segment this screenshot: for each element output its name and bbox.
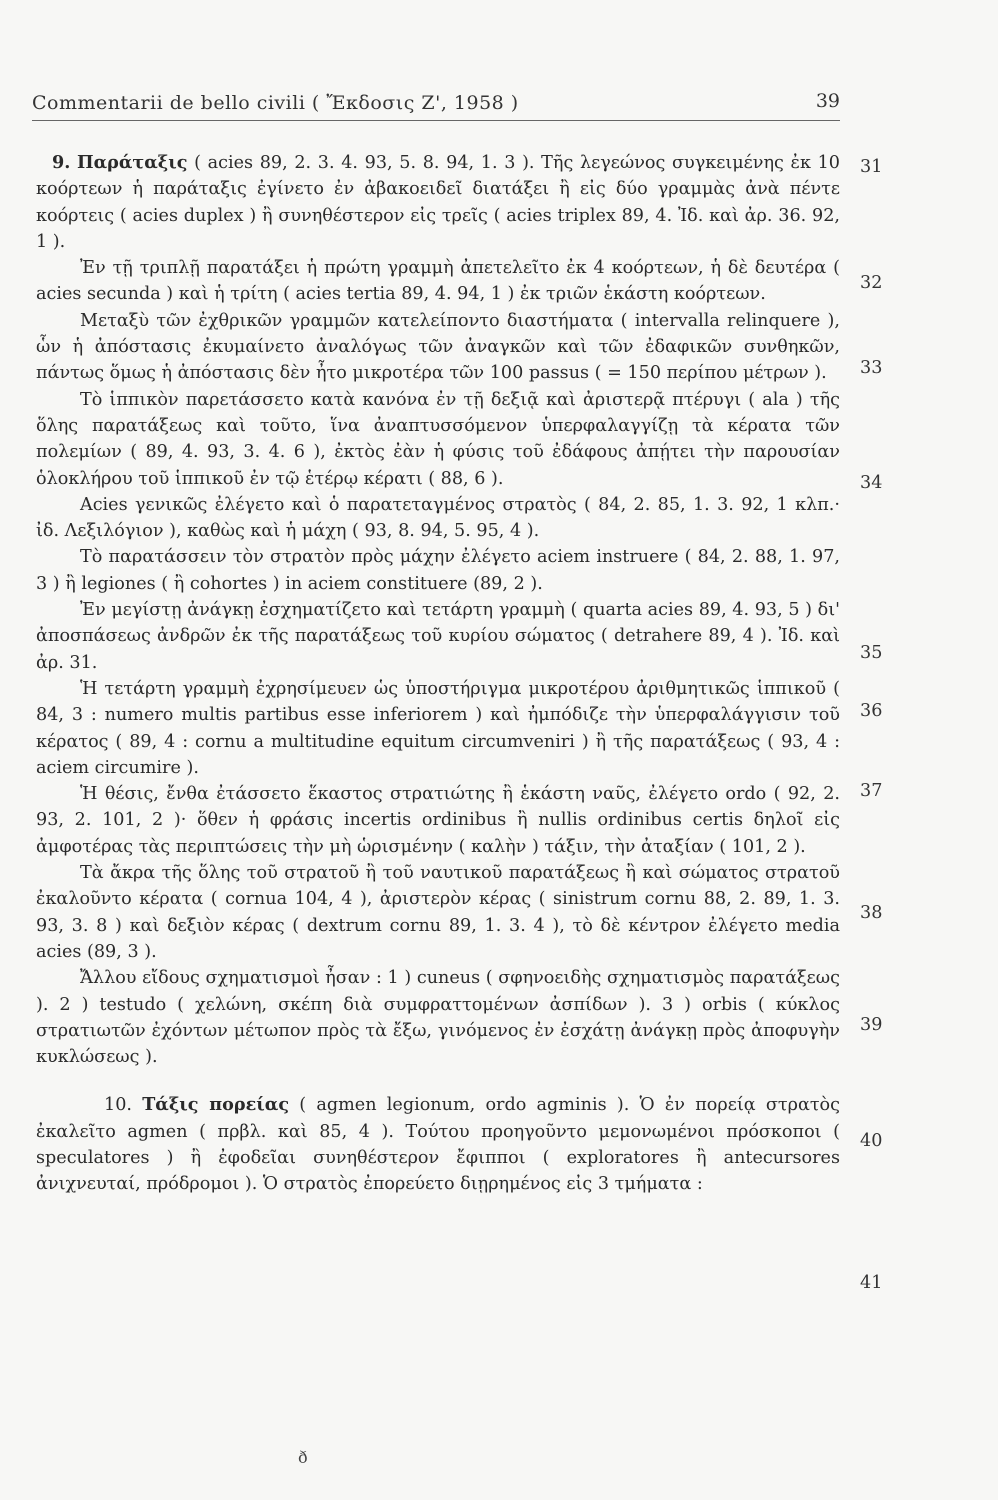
paragraph-35: Τὸ παρατάσσειν τὸν στρατὸν πρὸς μάχην ἐλέγετο aciem instruere ( 84, 2. 88, 1. 97, 3 ) ἢ legiones ( ἢ cohortes ) in aciem constituere (89, 2 ). xyxy=(36,547,840,594)
paragraph-text: ( acies 89, 2. 3. 4. 93, 5. 8. 94, 1. 3 ). Τῆς λεγεώνος συγκειμένης ἐκ 10 κοόρτεων ἡ παράταξις ἐγίνετο ἐν ἀβακοειδεῖ διατάξει ἢ εἰς δύο γραμμὰς ἀνὰ πέντε κοόρτεις ( acies duplex ) ἢ συνηθέστερον εἰς τρεῖς ( acies triplex 89, 4. Ἰδ. καὶ ἀρ. 36. 92, 1 ). xyxy=(36,153,840,252)
paragraph-34b: Acies γενικῶς ἐλέγετο καὶ ὁ παρατεταγμένος στρατὸς ( 84, 2. 85, 1. 3. 92, 1 κλπ.· ἰδ. Λεξιλόγιον ), καθὼς καὶ ἡ μάχη ( 93, 8. 94, 5. 95, 4 ). xyxy=(36,494,840,542)
section-heading: Τάξις πορείας xyxy=(142,1094,290,1116)
margin-number: 33 xyxy=(860,358,883,378)
paragraph-40: Ἄλλου εἴδους σχηματισμοὶ ἦσαν : 1 ) cuneus ( σφηνοειδὴς σχηματισμὸς παρατάξεως ). 2 ) testudo ( χελώνη, σκέπη διὰ συμφραττομένων ἀσπίδων ). 3 ) orbis ( κύκλος στρατιωτῶν ἐχόντων μέτωπον πρὸς τὰ ἔξω, γινόμενος ἐν ἐσχάτῃ ἀνάγκῃ πρὸς ἀποφυγὴν κυκλώσεως ). xyxy=(36,968,840,1068)
margin-number: 31 xyxy=(860,157,883,177)
paragraph-41 xyxy=(36,1092,840,1197)
footer-mark: ð xyxy=(298,1448,308,1467)
section-heading: Παράταξις xyxy=(77,152,188,173)
section-number: 9. xyxy=(52,152,71,173)
margin-number: 39 xyxy=(860,1015,883,1035)
paragraph-37: Ἡ τετάρτη γραμμὴ ἐχρησίμευεν ὡς ὑποστήριγμα μικροτέρου ἀριθμητικῶς ἱππικοῦ ( 84, 3 : numero multis partibus esse inferiorem ) καὶ ἠμπόδιζε τὴν ὑπερφαλάγγισιν τοῦ κέρατος ( 89, 4 : cornu a multitudine equitum circumveniri ) ἢ τῆς παρατάξεως ( 93, 4 : aciem circumire ). xyxy=(36,678,840,778)
paragraph-39: Τὰ ἄκρα τῆς ὅλης τοῦ στρατοῦ ἢ τοῦ ναυτικοῦ παρατάξεως ἢ καὶ σώματος στρατοῦ ἐκαλοῦντο κέρατα ( cornua 104, 4 ), ἀριστερὸν κέρας ( sinistrum cornu 88, 2. 89, 1. 3. 93, 3. 8 ) καὶ δεξιὸν κέρας ( dextrum cornu 89, 1. 3. 4 ), τὸ δὲ κέντρον ἐλέγετο media acies (89, 3 ). xyxy=(36,863,840,962)
paragraph-31 xyxy=(36,150,840,255)
paragraph-34: Τὸ ἱππικὸν παρετάσσετο κατὰ κανόνα ἐν τῇ δεξιᾷ καὶ ἀριστερᾷ πτέρυγι ( ala ) τῆς ὅλης παρατάξεως καὶ τοῦτο, ἵνα ἀναπτυσσόμενον ὑπερφαλαγγίζῃ τὰ κέρατα τῶν πολεμίων ( 89, 4. 93, 3. 4. 6 ), ἐκτὸς ἐὰν ἡ φύσις τοῦ ἐδάφους ἀπῄτει τὴν παρουσίαν ὁλοκλήρου τοῦ ἱππικοῦ ἐν τῷ ἑτέρῳ κέρατι ( 88, 6 ). xyxy=(36,389,840,489)
paragraph-36: Ἐν μεγίστῃ ἀνάγκῃ ἐσχηματίζετο καὶ τετάρτη γραμμὴ ( quarta acies 89, 4. 93, 5 ) δι' ἀποσπάσεως ἀνδρῶν ἐκ τῆς παρατάξεως τοῦ κυρίου σώματος ( detrahere 89, 4 ). Ἰδ. καὶ ἀρ. 31. xyxy=(36,600,840,673)
page-number: 39 xyxy=(815,90,840,112)
margin-number: 37 xyxy=(860,781,883,801)
paragraph-32: Ἐν τῇ τριπλῇ παρατάξει ἡ πρώτη γραμμὴ ἀπετελεῖτο ἐκ 4 κοόρτεων, ἡ δὲ δευτέρα ( acies secunda ) καὶ ἡ τρίτη ( acies tertia 89, 4. 94, 1 ) ἐκ τριῶν ἑκάστη κοόρτεων. xyxy=(36,258,840,305)
margin-number: 35 xyxy=(860,643,883,663)
paragraph-38: Ἡ θέσις, ἔνθα ἐτάσσετο ἕκαστος στρατιώτης ἢ ἑκάστη ναῦς, ἐλέγετο ordo ( 92, 2. 93, 2. 101, 2 )· ὅθεν ἡ φράσις incertis ordinibus ἢ nullis ordinibus certis δηλοῖ εἰς ἀμφοτέρας τὰς περιπτώσεις τὴν μὴ ὡρισμένην ( καλὴν ) τάξιν, τὴν ἀταξίαν ( 101, 2 ). xyxy=(36,784,840,857)
header-title: Commentarii de bello civili ( Ἔκδοσις Ζ', 1958 ) xyxy=(32,92,519,114)
margin-number: 36 xyxy=(860,701,883,721)
margin-number: 34 xyxy=(860,473,883,493)
paragraph-text: ( agmen legionum, ordo agminis ). Ὁ ἐν πορείᾳ στρατὸς ἐκαλεῖτο agmen ( πρβλ. καὶ 85, 4 ). Τούτου προηγοῦντο μεμονωμένοι πρόσκοποι ( speculatores ) ἢ ἐφοδεῖαι συνηθέστερον ἔφιπποι ( exploratores ἢ antecursores ἀνιχνευταί, πρόδρομοι ). Ὁ στρατὸς ἐπορεύετο διῃρημένος εἰς 3 τμήματα : xyxy=(36,1095,841,1195)
margin-number: 32 xyxy=(860,273,883,293)
margin-number: 38 xyxy=(860,903,883,923)
margin-number: 41 xyxy=(860,1273,883,1293)
body-text xyxy=(36,150,840,1198)
running-header xyxy=(32,88,840,121)
paragraph-33: Μεταξὺ τῶν ἐχθρικῶν γραμμῶν κατελείποντο διαστήματα ( intervalla relinquere ), ὧν ἡ ἀπόστασις ἐκυμαίνετο ἀναλόγως τῶν ἀναγκῶν καὶ τῶν ἐδαφικῶν συνθηκῶν, πάντως ὅμως ἡ ἀπόστασις δὲν ἦτο μικροτέρα τῶν 100 passus ( = 150 περίπου μέτρων ). xyxy=(36,310,840,384)
margin-number: 40 xyxy=(860,1131,883,1151)
section-number: 10. xyxy=(104,1095,132,1116)
